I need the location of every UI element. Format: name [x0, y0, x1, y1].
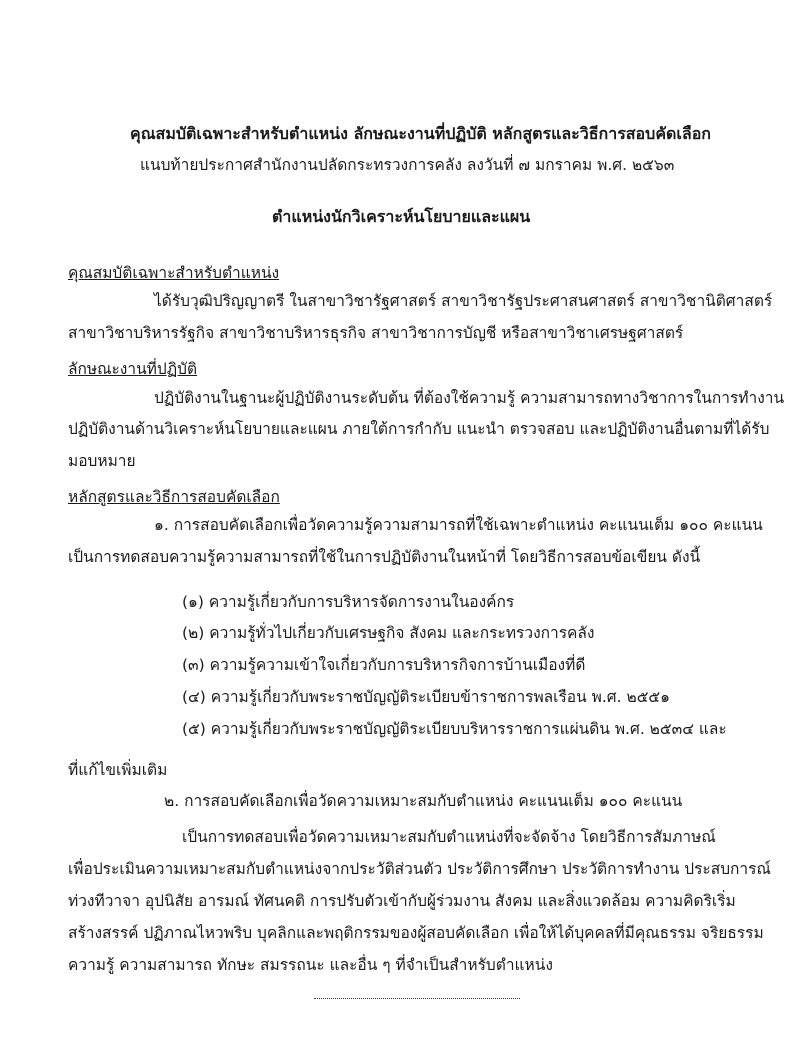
exam-topic-item: (๑) ความรู้เกี่ยวกับการบริหารจัดการงานในองค์กร	[182, 593, 515, 611]
exam-topic-item: (๒) ความรู้ทั่วไปเกี่ยวกับเศรษฐกิจ สังคม และกระทรวงการคลัง	[182, 624, 595, 642]
exam-topic-item: (๔) ความรู้เกี่ยวกับพระราชบัญญัติระเบียบข้าราชการพลเรือน พ.ศ. ๒๕๕๑	[182, 688, 670, 706]
curriculum-part2-text: ท่วงทีวาจา อุปนิสัย อารมณ์ ทัศนคติ การปรับตัวเข้ากับผู้ร่วมงาน สังคม และสิ่งแวดล้อม ความคิดริเริ่ม	[68, 892, 736, 910]
curriculum-heading: หลักสูตรและวิธีการสอบคัดเลือก	[68, 488, 280, 506]
qualifications-heading: คุณสมบัติเฉพาะสำหรับตำแหน่ง	[68, 264, 280, 282]
duties-text-3: มอบหมาย	[68, 452, 136, 470]
exam-topic-item-continued: ที่แก้ไขเพิ่มเติม	[68, 761, 168, 779]
position-title: ตำแหน่งนักวิเคราะห์นโยบายและแผน	[272, 207, 531, 226]
curriculum-part2-text: เพื่อประเมินความเหมาะสมกับตำแหน่งจากประวัติส่วนตัว ประวัติการศึกษา ประวัติการทำงาน ประสบการณ์	[68, 860, 771, 878]
exam-topic-item: (๓) ความรู้ความเข้าใจเกี่ยวกับการบริหารกิจการบ้านเมืองที่ดี	[182, 656, 586, 674]
end-dotted-line	[314, 996, 520, 999]
document-subtitle: แนบท้ายประกาศสำนักงานปลัดกระทรวงการคลัง ลงวันที่ ๗ มกราคม พ.ศ. ๒๕๖๓	[140, 156, 675, 174]
curriculum-part2-text: เป็นการทดสอบเพื่อวัดความเหมาะสมกับตำแหน่งที่จะจัดจ้าง โดยวิธีการสัมภาษณ์	[182, 828, 716, 846]
duties-text-1: ปฏิบัติงานในฐานะผู้ปฏิบัติงานระดับต้น ที่ต้องใช้ความรู้ ความสามารถทางวิชาการในการทำงาน	[154, 389, 785, 407]
curriculum-part1-title: ๑. การสอบคัดเลือกเพื่อวัดความรู้ความสามารถที่ใช้เฉพาะตำแหน่ง คะแนนเต็ม ๑๐๐ คะแนน	[154, 516, 763, 534]
curriculum-part1-desc: เป็นการทดสอบความรู้ความสามารถที่ใช้ในการปฏิบัติงานในหน้าที่ โดยวิธีการสอบข้อเขียน ดังนี้	[68, 548, 701, 566]
document-title: คุณสมบัติเฉพาะสำหรับตำแหน่ง ลักษณะงานที่ปฏิบัติ หลักสูตรและวิธีการสอบคัดเลือก	[130, 124, 711, 143]
curriculum-part2-text: ความรู้ ความสามารถ ทักษะ สมรรถนะ และอื่น ๆ ที่จำเป็นสำหรับตำแหน่ง	[68, 956, 553, 974]
curriculum-part2-title: ๒. การสอบคัดเลือกเพื่อวัดความเหมาะสมกับตำแหน่ง คะแนนเต็ม ๑๐๐ คะแนน	[164, 792, 683, 810]
duties-heading: ลักษณะงานที่ปฏิบัติ	[68, 360, 198, 378]
exam-topic-item: (๕) ความรู้เกี่ยวกับพระราชบัญญัติระเบียบบริหารราชการแผ่นดิน พ.ศ. ๒๕๓๔ และ	[182, 720, 727, 738]
duties-text-2: ปฏิบัติงานด้านวิเคราะห์นโยบายและแผน ภายใต้การกำกับ แนะนำ ตรวจสอบ และปฏิบัติงานอื่นตามที่ได้รับ	[68, 420, 770, 438]
qualifications-text-1: ได้รับวุฒิปริญญาตรี ในสาขาวิชารัฐศาสตร์ สาขาวิชารัฐประศาสนศาสตร์ สาขาวิชานิติศาสตร์	[154, 292, 773, 310]
curriculum-part2-text: สร้างสรรค์ ปฏิภาณไหวพริบ บุคลิกและพฤติกรรมของผู้สอบคัดเลือก เพื่อให้ได้บุคคลที่มีคุณธรรม จริยธรรม	[68, 924, 764, 942]
qualifications-text-2: สาขาวิชาบริหารรัฐกิจ สาขาวิชาบริหารธุรกิจ สาขาวิชาการบัญชี หรือสาขาวิชาเศรษฐศาสตร์	[68, 324, 684, 342]
